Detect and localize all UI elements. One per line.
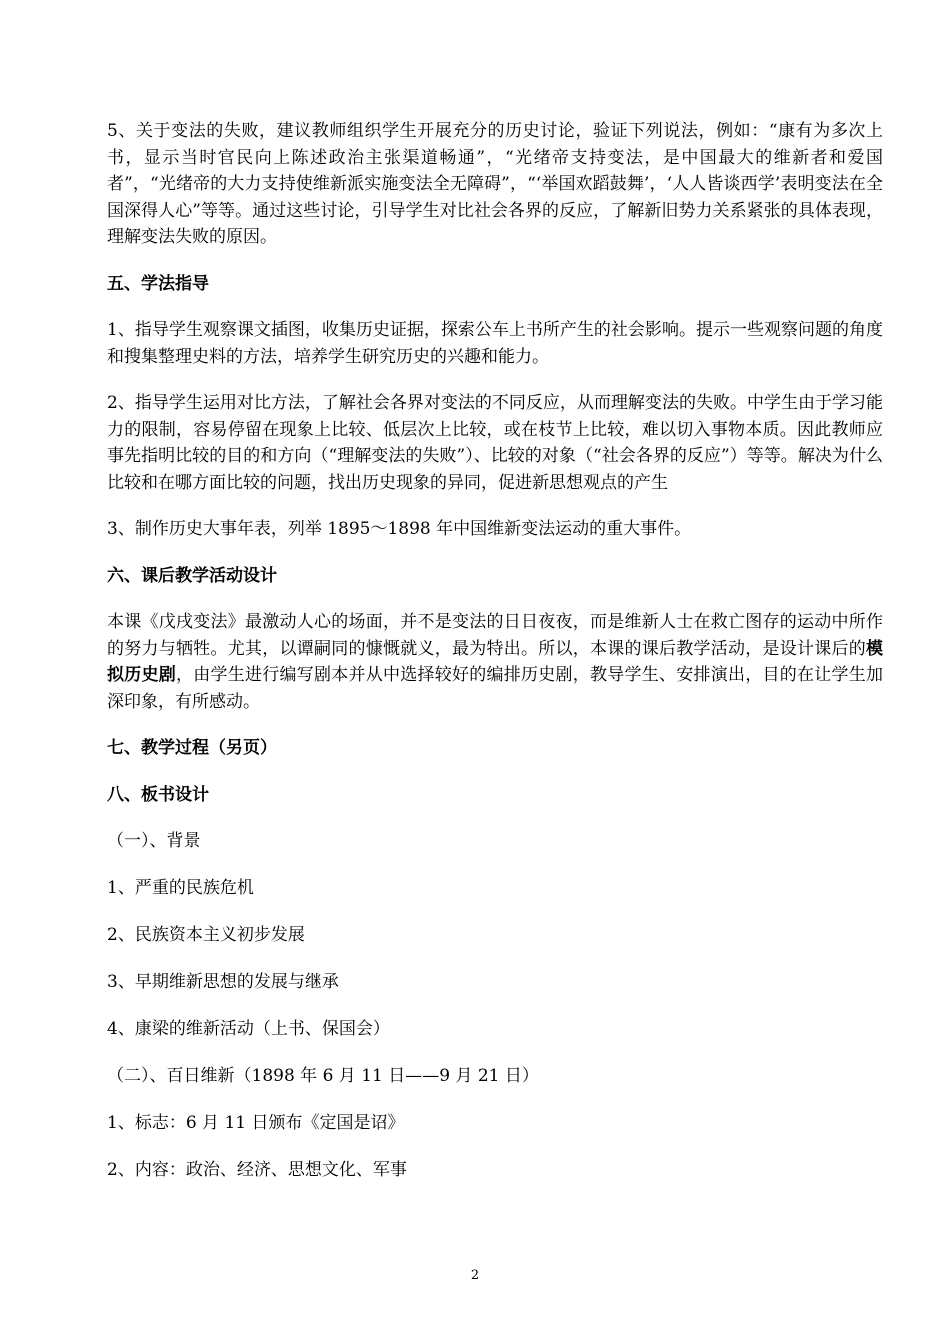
board-part2-item-2: 2、内容：政治、经济、思想文化、军事	[107, 1160, 407, 1180]
board-part1-item-1: 1、严重的民族危机	[107, 878, 254, 898]
section8-heading: 八、板书设计	[107, 784, 209, 805]
board-part1-title: （一）、背景	[107, 831, 201, 851]
board-part2-item-1: 1、标志：6 月 11 日颁布《定国是诏》	[107, 1113, 405, 1133]
section6-text-before: 本课《戊戌变法》最激动人心的场面，并不是变法的日日夜夜，而是维新人士在救亡图存的运动中所作的努力与牺牲。尤其，以谭嗣同的慷慨就义，最为特出。所以，本课的课后教学活动，是设计课后的	[107, 612, 883, 659]
board-part1-item-3: 3、早期维新思想的发展与继承	[107, 972, 339, 992]
page-number: 2	[470, 1268, 480, 1283]
board-part2-title: （二）、百日维新（1898 年 6 月 11 日——9 月 21 日）	[107, 1066, 539, 1086]
section6-text-after: ，由学生进行编写剧本并从中选择较好的编排历史剧，教导学生、安排演出，目的在让学生加深印象，有所感动。	[107, 665, 883, 712]
board-part1-item-4: 4、康梁的维新活动（上书、保国会）	[107, 1019, 390, 1039]
section6-paragraph	[107, 609, 883, 715]
section5-item2-paragraph: 2、指导学生运用对比方法，了解社会各界对变法的不同反应，从而理解变法的失败。中学生由于学习能力的限制，容易停留在现象上比较、低层次上比较，或在枝节上比较，难以切入事物本质。因此教师应事先指明比较的目的和方向（“理解变法的失败”）、比较的对象（“社会各界的反应”）等等。解决为什么比较和在哪方面比较的问题，找出历史现象的异同，促进新思想观点的产生	[107, 393, 883, 493]
document-page	[107, 118, 883, 1204]
section4-item5-paragraph: 5、关于变法的失败，建议教师组织学生开展充分的历史讨论，验证下列说法，例如：“康有为多次上书，显示当时官民向上陈述政治主张渠道畅通”，“光绪帝支持变法，是中国最大的维新者和爱国者”，“光绪帝的大力支持使维新派实施变法全无障碍”，“‘举国欢蹈鼓舞’，‘人人皆谈西学’表明变法在全国深得人心”等等。通过这些讨论，引导学生对比社会各界的反应，了解新旧势力关系紧张的具体表现，理解变法失败的原因。	[107, 121, 883, 247]
section6-text-bold: 模拟历史剧	[107, 638, 883, 685]
section5-item1-paragraph: 1、指导学生观察课文插图，收集历史证据，探索公车上书所产生的社会影响。提示一些观察问题的角度和搜集整理史料的方法，培养学生研究历史的兴趣和能力。	[107, 320, 883, 367]
section7-heading: 七、教学过程（另页）	[107, 738, 277, 758]
section5-item3-paragraph: 3、制作历史大事年表，列举 1895～1898 年中国维新变法运动的重大事件。	[107, 519, 692, 539]
board-part1-item-2: 2、民族资本主义初步发展	[107, 925, 305, 945]
section5-heading: 五、学法指导	[107, 273, 209, 294]
section6-heading: 六、课后教学活动设计	[107, 565, 277, 586]
